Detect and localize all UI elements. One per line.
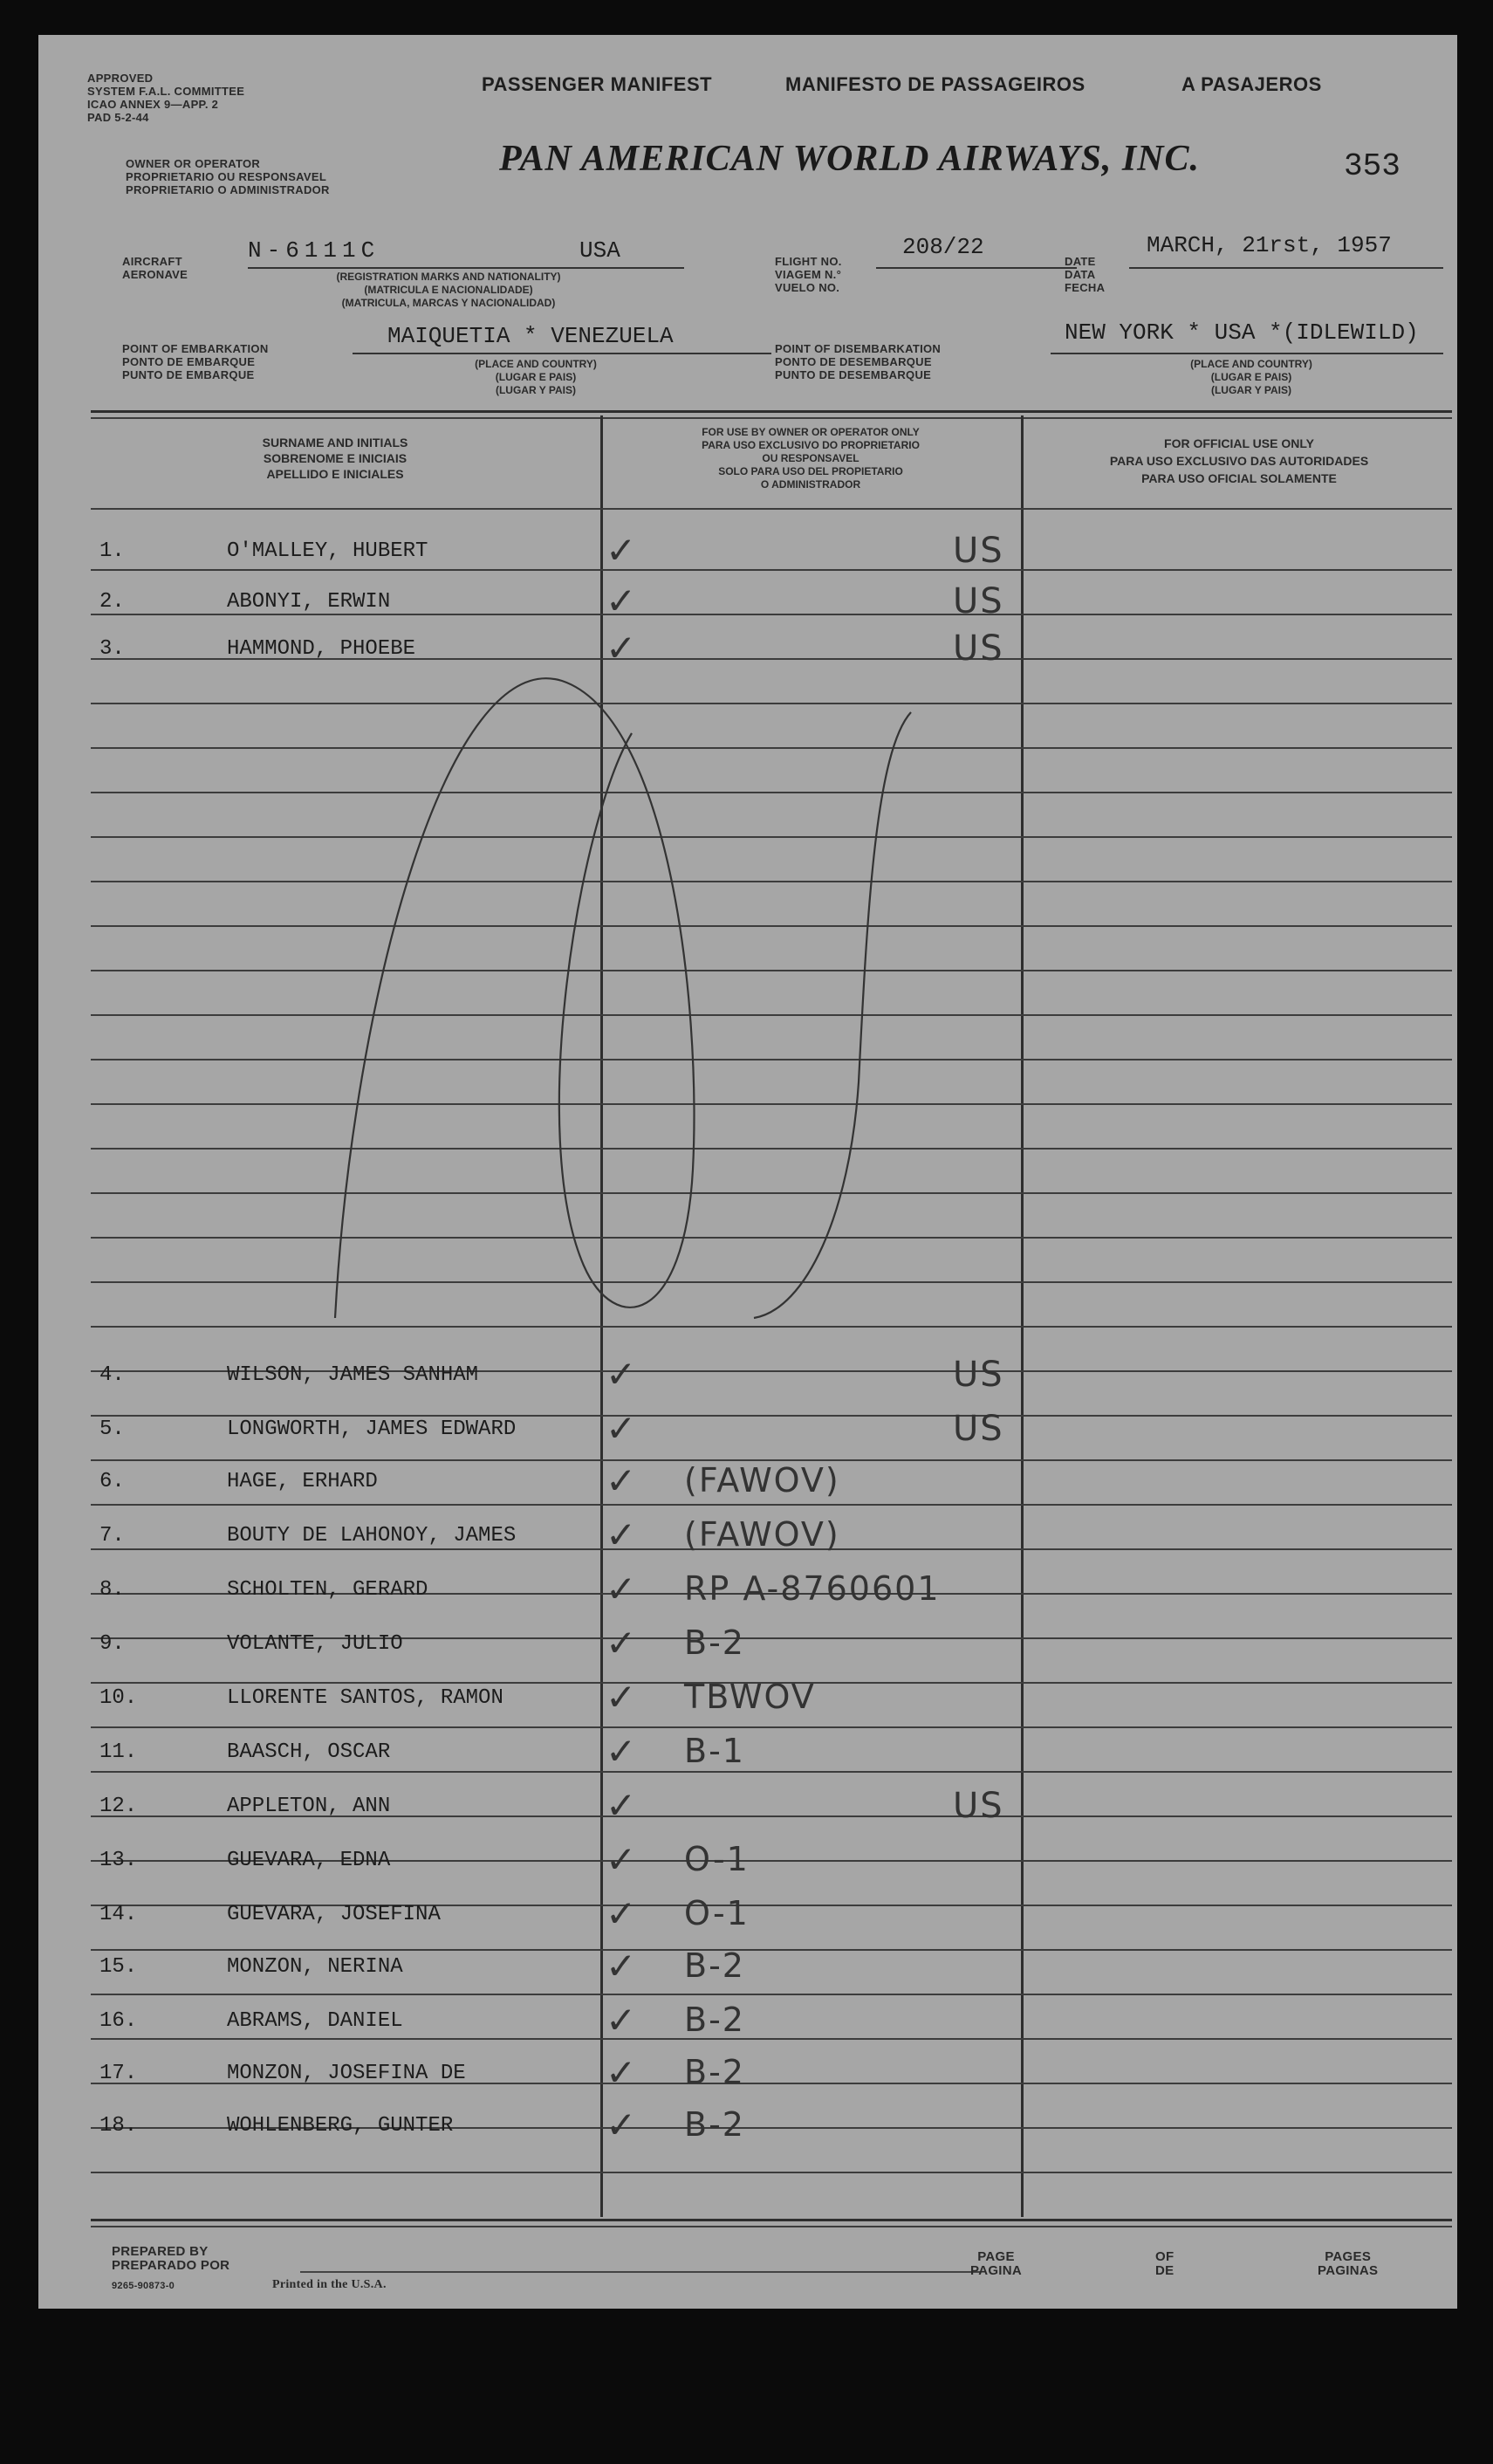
owner-label-line: PROPRIETARIO O ADMINISTRADOR [126,183,330,196]
embarkation-underline [353,353,771,354]
pages-label [1318,2250,1378,2278]
table-row [38,1459,1457,1505]
column-header-line: PARA USO EXCLUSIVO DO PROPRIETARIO [702,439,920,451]
passenger-name: LONGWORTH, JAMES EDWARD [227,1417,517,1441]
passenger-number: 13. [99,1849,138,1872]
sub-label-line: (PLACE AND COUNTRY) [475,358,597,370]
of-label [1155,2250,1174,2278]
passenger-name: ABRAMS, DANIEL [227,2009,403,2033]
check-mark-icon: ✓ [606,1784,639,1827]
table-row [38,1999,1457,2044]
check-mark-icon: ✓ [606,1568,639,1610]
flight-label-line: FLIGHT NO. [775,255,842,268]
aircraft-underline [248,267,684,269]
disembarkation-underline [1051,353,1443,354]
passenger-number: 1. [99,539,125,563]
row-rule [91,1059,1452,1060]
passenger-number: 5. [99,1417,125,1441]
passenger-number: 12. [99,1795,138,1818]
handwritten-note: O-1 [684,1894,750,1932]
passenger-number: 2. [99,590,125,614]
approval-line: PAD 5-2-44 [87,111,149,124]
row-rule [91,1103,1452,1105]
handwritten-note: B-2 [684,2001,745,2039]
aircraft-sub-label [300,271,597,310]
check-mark-icon: ✓ [606,529,639,572]
row-rule [91,1192,1452,1194]
passenger-name: BOUTY DE LAHONOY, JAMES [227,1524,517,1548]
approval-line: SYSTEM F.A.L. COMMITTEE [87,85,245,98]
row-rule [91,1281,1452,1283]
sub-label-line: (REGISTRATION MARKS AND NATIONALITY) [336,271,561,283]
passenger-name: MONZON, NERINA [227,1955,403,1979]
date-value: MARCH, 21rst, 1957 [1147,232,1392,258]
operator-name: PAN AMERICAN WORLD AIRWAYS, INC. [499,139,1201,179]
header-bottom-rule [91,508,1452,510]
check-mark-icon: ✓ [606,1999,639,2042]
handwritten-note: TBWOV [684,1678,816,1716]
passenger-name: MONZON, JOSEFINA DE [227,2062,466,2085]
prepared-by-line-rule [300,2271,981,2273]
handwritten-note: (FAWOV) [684,1515,840,1554]
table-row [38,1945,1457,1990]
handwritten-note: US [953,531,1004,571]
row-rule [91,1014,1452,1016]
passenger-name: HAGE, ERHARD [227,1470,378,1493]
handwritten-note: US [953,1355,1004,1395]
column-header-name [187,435,483,482]
embarkation-sub-label [405,358,667,397]
passenger-number: 16. [99,2009,138,2033]
column-header-operator [606,426,1016,491]
row-rule [91,1415,1452,1417]
row-rule [91,881,1452,882]
passenger-number: 3. [99,637,125,661]
sub-label-line: (LUGAR E PAIS) [495,371,577,383]
row-rule [91,836,1452,838]
row-rule [91,1237,1452,1239]
title-en: PASSENGER MANIFEST [482,73,713,95]
passenger-number: 9. [99,1632,125,1656]
column-header-line: FOR USE BY OWNER OR OPERATOR ONLY [702,426,920,438]
handwritten-note: (FAWOV) [684,1461,840,1500]
approval-block [87,72,244,124]
row-rule [91,1726,1452,1728]
column-divider-left [600,415,603,2217]
table-row [38,1568,1457,1613]
row-rule [91,970,1452,971]
table-row [38,1676,1457,1721]
check-mark-icon: ✓ [606,2104,639,2146]
disembarkation-label-line: PUNTO DE DESEMBARQUE [775,368,932,381]
sub-label-line: (PLACE AND COUNTRY) [1190,358,1312,370]
table-row [38,1892,1457,1938]
handwritten-note: US [953,628,1004,669]
check-mark-icon: ✓ [606,1945,639,1987]
column-header-official [1030,435,1448,487]
table-top-rule [91,410,1452,413]
check-mark-icon: ✓ [606,1353,639,1396]
disembarkation-label-line: POINT OF DISEMBARKATION [775,342,942,355]
handwritten-note: US [953,1409,1004,1449]
owner-label-line: OWNER OR OPERATOR [126,157,261,170]
manifest-sheet [38,35,1457,2309]
check-mark-icon: ✓ [606,627,639,669]
of-label-line: DE [1155,2263,1175,2278]
owner-label [126,157,330,196]
passenger-name: GUEVARA, JOSEFINA [227,1903,441,1926]
table-row [38,1730,1457,1775]
aircraft-nationality: USA [579,237,620,264]
column-header-line: PARA USO OFICIAL SOLAMENTE [1141,471,1337,485]
aircraft-label-line: AERONAVE [122,268,188,281]
row-rule [91,1994,1452,1995]
table-row [38,2051,1457,2097]
handwritten-note: B-1 [684,1732,745,1770]
disembarkation-value: NEW YORK * USA *(IDLEWILD) [1065,319,1419,346]
page-label-line: PAGINA [970,2263,1023,2278]
disembarkation-sub-label [1120,358,1382,397]
check-mark-icon: ✓ [606,2051,639,2094]
sub-label-line: (LUGAR E PAIS) [1210,371,1292,383]
table-row [38,627,1457,672]
owner-label-line: PROPRIETARIO OU RESPONSAVEL [126,170,327,183]
flight-label-line: VIAGEM N.° [775,268,842,281]
table-row [38,529,1457,574]
embarkation-label [122,342,269,381]
embarkation-label-line: POINT OF EMBARKATION [122,342,269,355]
passenger-number: 10. [99,1686,138,1710]
passenger-name: WILSON, JAMES SANHAM [227,1363,479,1387]
passenger-number: 8. [99,1578,125,1602]
of-label-line: OF [1155,2249,1175,2264]
check-mark-icon: ✓ [606,1892,639,1935]
passenger-number: 17. [99,2062,138,2085]
pages-label-line: PAGES [1325,2249,1372,2264]
check-mark-icon: ✓ [606,1459,639,1502]
handwritten-note: RP A-8760601 [684,1569,941,1608]
column-header-line: SOLO PARA USO DEL PROPIETARIO [718,465,903,477]
table-row [38,580,1457,625]
passenger-number: 18. [99,2114,138,2138]
pages-label-line: PAGINAS [1318,2263,1379,2278]
table-row [38,1838,1457,1884]
table-row [38,1407,1457,1452]
passenger-number: 6. [99,1470,125,1493]
page-label-line: PAGE [977,2249,1015,2264]
crossout-loop-left [335,678,694,1318]
passenger-number: 14. [99,1903,138,1926]
page-number: 353 [1344,148,1401,184]
embarkation-label-line: PUNTO DE EMBARQUE [122,368,255,381]
sub-label-line: (MATRICULA, MARCAS Y NACIONALIDAD) [341,297,556,309]
row-rule [91,747,1452,749]
handwritten-note: US [953,581,1004,621]
approval-line: ICAO ANNEX 9—APP. 2 [87,98,219,111]
embarkation-value: MAIQUETIA * VENEZUELA [387,323,674,349]
handwritten-note: B-2 [684,1623,745,1662]
title-es: A PASAJEROS [1181,73,1322,95]
handwritten-note: B-2 [684,2105,745,2144]
table-bottom-rule-inner [91,2226,1452,2227]
row-rule [91,1326,1452,1328]
date-underline [1129,267,1443,269]
date-label [1065,255,1105,294]
passenger-name: O'MALLEY, HUBERT [227,539,428,563]
row-rule [91,703,1452,704]
column-header-line: APELLIDO E INICIALES [266,467,404,481]
handwritten-note: B-2 [684,2053,745,2091]
table-row [38,1513,1457,1559]
row-rule [91,925,1452,927]
approval-line: APPROVED [87,72,154,85]
printed-note: Printed in the U.S.A. [272,2278,387,2291]
check-mark-icon: ✓ [606,580,639,622]
aircraft-label [122,255,188,281]
handwritten-note: B-2 [684,1946,745,1985]
flight-label [775,255,842,294]
passenger-name: HAMMOND, PHOEBE [227,637,416,661]
check-mark-icon: ✓ [606,1838,639,1881]
passenger-number: 11. [99,1740,138,1764]
passenger-name: APPLETON, ANN [227,1795,391,1818]
column-header-line: PARA USO EXCLUSIVO DAS AUTORIDADES [1109,454,1369,468]
sub-label-line: (LUGAR Y PAIS) [495,384,576,396]
column-header-line: FOR OFFICIAL USE ONLY [1164,436,1314,450]
page-label [970,2250,1022,2278]
passenger-name: BAASCH, OSCAR [227,1740,391,1764]
column-header-line: O ADMINISTRADOR [760,478,861,491]
handwritten-note: US [953,1786,1004,1826]
table-row [38,1353,1457,1398]
date-label-line: FECHA [1065,281,1106,294]
passenger-name: SCHOLTEN, GERARD [227,1578,428,1602]
passenger-number: 4. [99,1363,125,1387]
passenger-number: 7. [99,1524,125,1548]
table-row [38,1784,1457,1829]
handwritten-note: O-1 [684,1840,750,1878]
prepared-by-label [112,2245,229,2273]
check-mark-icon: ✓ [606,1513,639,1556]
passenger-name: GUEVARA, EDNA [227,1849,391,1872]
column-header-line: OU RESPONSAVEL [762,452,860,464]
aircraft-label-line: AIRCRAFT [122,255,182,268]
row-rule [91,792,1452,793]
check-mark-icon: ✓ [606,1676,639,1719]
embarkation-label-line: PONTO DE EMBARQUE [122,355,256,368]
prepared-by-line: PREPARED BY [112,2244,209,2259]
sub-label-line: (MATRICULA E NACIONALIDADE) [364,284,533,296]
row-rule [91,1949,1452,1951]
form-code: 9265-90873-0 [112,2281,175,2291]
flight-underline [876,267,1077,269]
table-top-rule-inner [91,417,1452,419]
column-header-line: SOBRENOME E INICIAIS [263,451,407,465]
passenger-name: WOHLENBERG, GUNTER [227,2114,454,2138]
sub-label-line: (LUGAR Y PAIS) [1210,384,1291,396]
column-header-line: SURNAME AND INITIALS [262,436,408,450]
table-bottom-rule [91,2219,1452,2221]
row-rule [91,2172,1452,2173]
check-mark-icon: ✓ [606,1407,639,1450]
passenger-name: ABONYI, ERWIN [227,590,391,614]
check-mark-icon: ✓ [606,1730,639,1773]
row-rule [91,1148,1452,1150]
prepared-by-line: PREPARADO POR [112,2258,230,2273]
column-divider-right [1021,415,1024,2217]
table-row [38,1622,1457,1667]
date-label-line: DATE [1065,255,1096,268]
disembarkation-label [775,342,941,381]
check-mark-icon: ✓ [606,1622,639,1664]
flight-number: 208/22 [902,234,984,260]
passenger-name: VOLANTE, JULIO [227,1632,403,1656]
flight-label-line: VUELO NO. [775,281,840,294]
date-label-line: DATA [1065,268,1096,281]
passenger-number: 15. [99,1955,138,1979]
passenger-name: LLORENTE SANTOS, RAMON [227,1686,503,1710]
title-pt: MANIFESTO DE PASSAGEIROS [785,73,1086,95]
disembarkation-label-line: PONTO DE DESEMBARQUE [775,355,932,368]
aircraft-registration: N-6111C [248,237,380,264]
table-row [38,2104,1457,2149]
